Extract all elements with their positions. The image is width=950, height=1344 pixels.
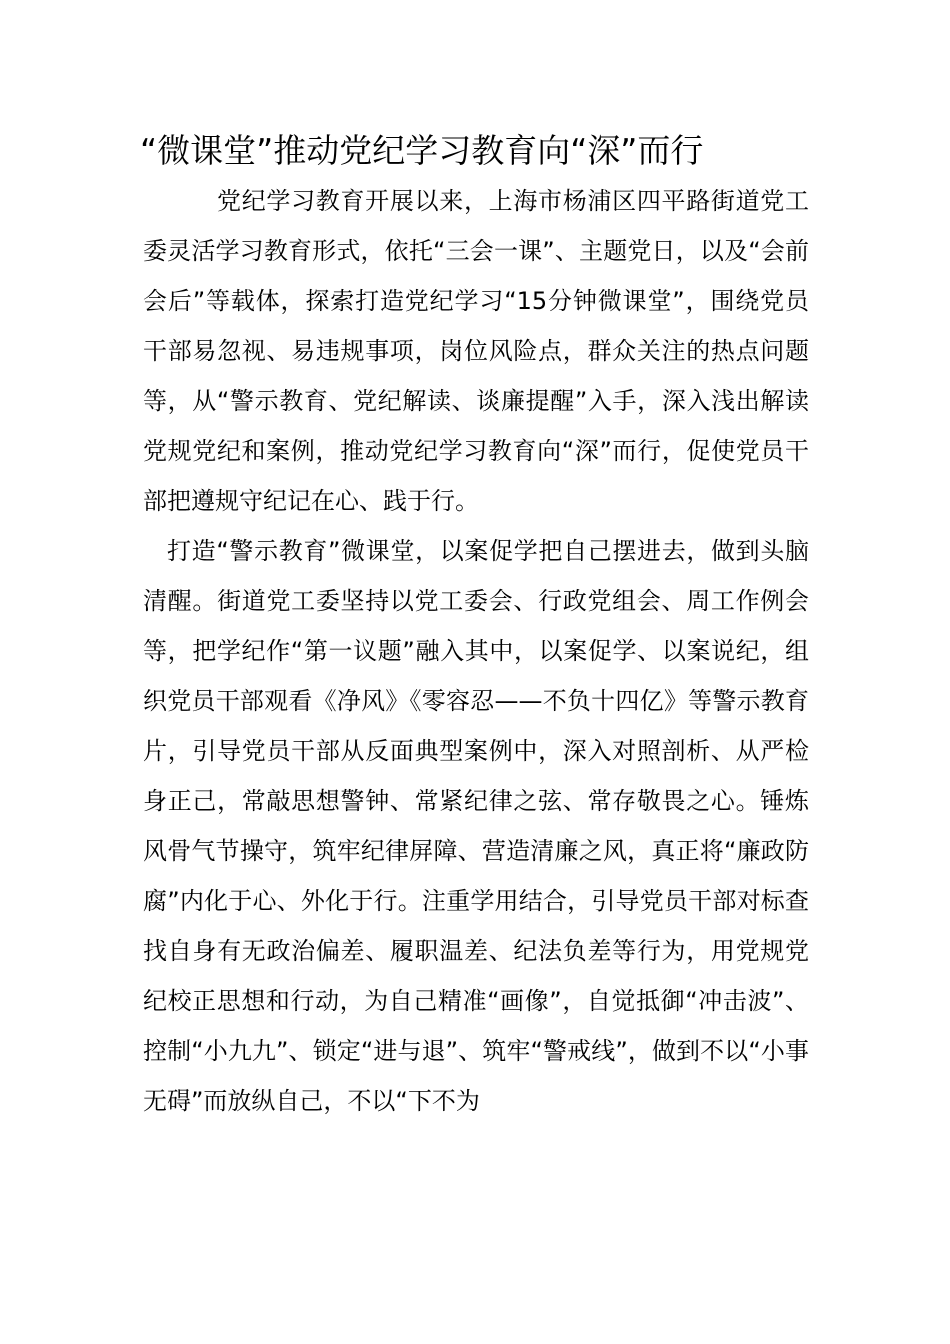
document-title: “微课堂”推动党纪学习教育向“深”而行 — [140, 131, 704, 170]
document-body — [143, 176, 809, 1126]
body-paragraph-1: 党纪学习教育开展以来，上海市杨浦区四平路街道党工委灵活学习教育形式，依托“三会一课”、主题党日，以及“会前会后”等载体，探索打造党纪学习“15分钟微课堂”，围绕党员干部易忽视、易违规事项，岗位风险点，群众关注的热点问题等，从“警示教育、党纪解读、谈廉提醒”入手，深入浅出解读党规党纪和案例，推动党纪学习教育向“深”而行，促使党员干部把遵规守纪记在心、践于行。 — [143, 187, 809, 515]
body-paragraph-2: 打造“警示教育”微课堂，以案促学把自己摆进去，做到头脑清醒。街道党工委坚持以党工委会、行政党组会、周工作例会等，把学纪作“第一议题”融入其中，以案促学、以案说纪，组织党员干部观看《净风》《零容忍——不负十四亿》等警示教育片，引导党员干部从反面典型案例中，深入对照剖析、从严检身正己，常敲思想警钟、常紧纪律之弦、常存敬畏之心。锤炼风骨气节操守，筑牢纪律屏障、营造清廉之风，真正将“廉政防腐”内化于心、外化于行。注重学用结合，引导党员干部对标查找自身有无政治偏差、履职温差、纪法负差等行为，用党规党纪校正思想和行动，为自己精准“画像”，自觉抵御“冲击波”、控制“小九九”、锁定“进与退”、筑牢“警戒线”，做到不以“小事无碍”而放纵自己，不以“下不为 — [143, 537, 809, 1115]
